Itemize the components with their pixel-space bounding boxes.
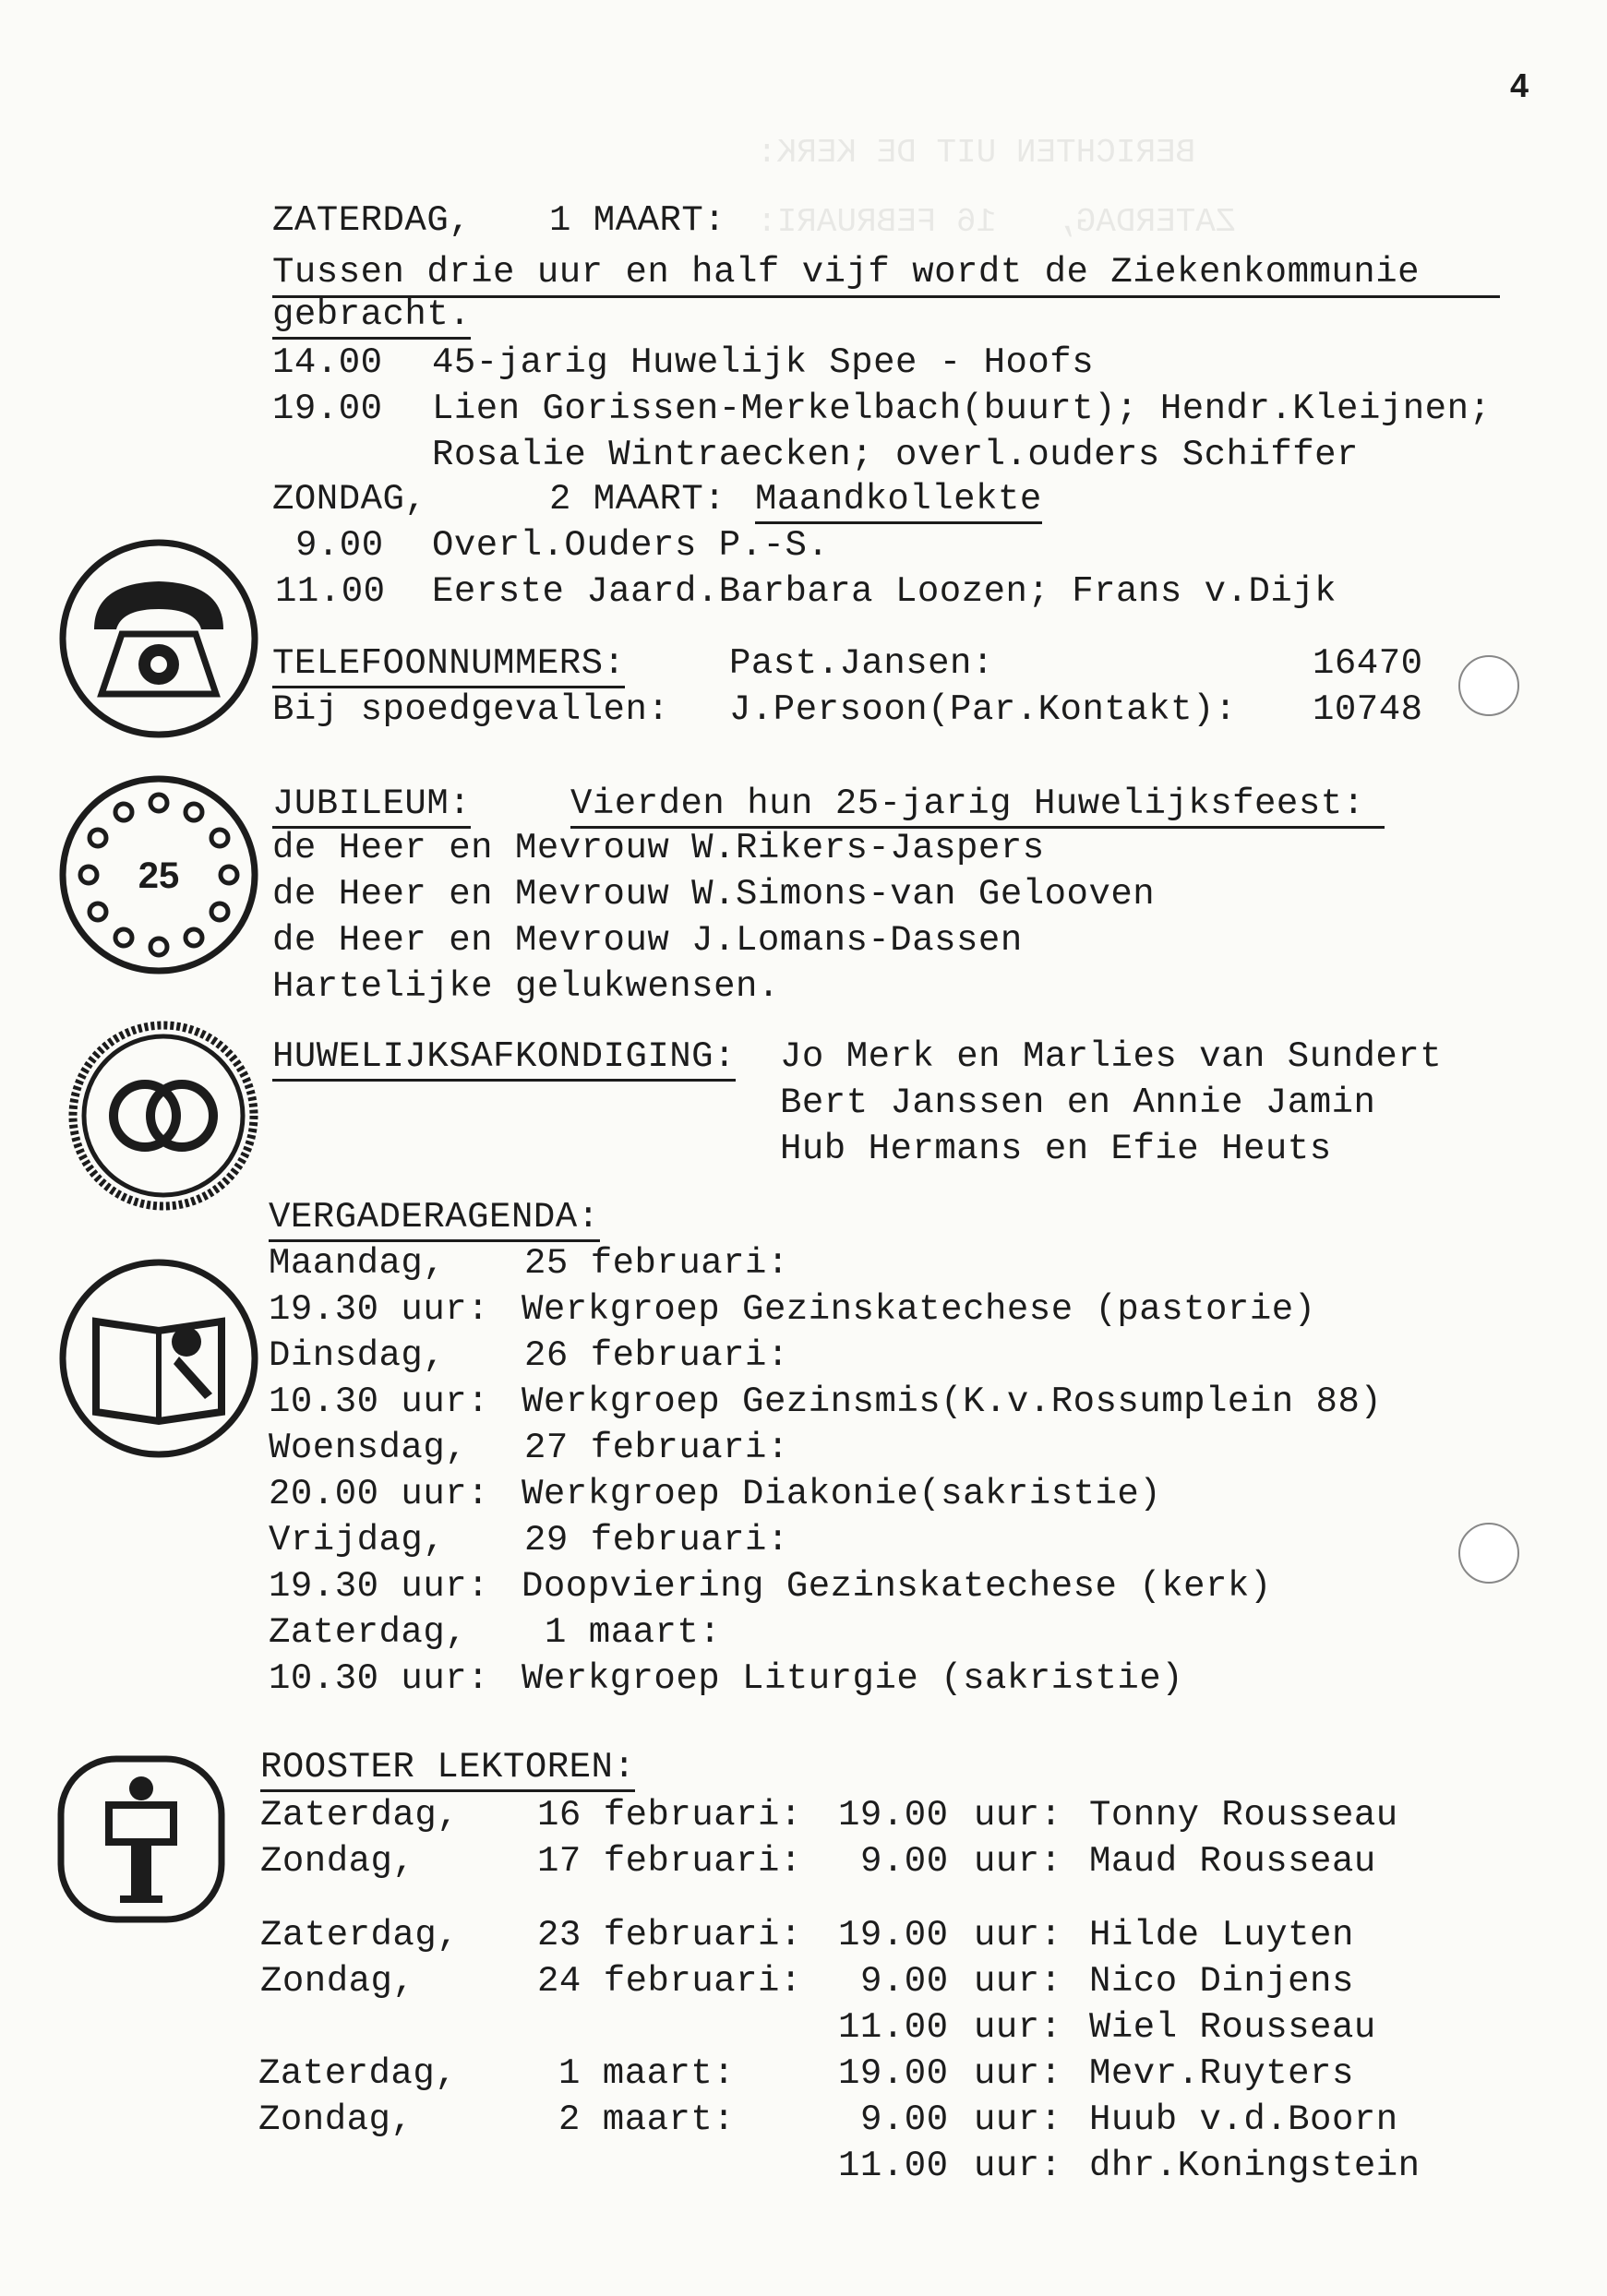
zondag-heading-day: ZONDAG, xyxy=(272,479,427,520)
wedding-rings-icon xyxy=(66,1019,260,1213)
telefoon-prefix-2: Bij spoedgevallen: xyxy=(272,689,670,730)
meeting-date: 1 maart: xyxy=(545,1612,722,1653)
rooster-date: 16 februari: xyxy=(537,1795,802,1836)
rooster-unit: uur: xyxy=(974,1795,1062,1836)
meeting-text: Werkgroep Gezinskatechese (pastorie) xyxy=(522,1289,1316,1330)
rooster-name: Huub v.d.Boorn xyxy=(1089,2099,1398,2140)
rooster-day: Zondag, xyxy=(258,2099,414,2140)
rooster-day: Zaterdag, xyxy=(260,1795,460,1836)
meeting-text: Werkgroep Liturgie (sakristie) xyxy=(522,1658,1184,1699)
meeting-day: Woensdag, xyxy=(269,1428,468,1468)
rooster-unit: uur: xyxy=(974,2007,1062,2048)
page-number: 4 xyxy=(1510,66,1529,104)
rooster-time: 9.00 xyxy=(860,1841,949,1882)
rooster-unit: uur: xyxy=(974,1961,1062,2002)
entry-time: 19.00 xyxy=(272,389,383,429)
rooster-day: Zondag, xyxy=(260,1841,415,1882)
lectern-icon xyxy=(54,1752,229,1927)
telefoon-label-1: Past.Jansen: xyxy=(729,643,994,684)
zaterdag-heading-day: ZATERDAG, xyxy=(272,200,472,241)
bleed-through: ZATERDAG, 16 FEBRUARI: xyxy=(757,203,1236,241)
meeting-day: Vrijdag, xyxy=(269,1520,446,1561)
entry-text: Overl.Ouders P.-S. xyxy=(432,525,830,566)
punch-hole xyxy=(1458,1523,1519,1584)
telefoon-number-1: 16470 xyxy=(1313,643,1423,684)
meeting-time: 20.00 uur: xyxy=(269,1474,490,1514)
rooster-time: 19.00 xyxy=(838,2053,949,2094)
entry-text: 45-jarig Huwelijk Spee - Hoofs xyxy=(432,342,1095,383)
rooster-time: 19.00 xyxy=(838,1795,949,1836)
meeting-day: Zaterdag, xyxy=(269,1612,468,1653)
jubileum-closing: Hartelijke gelukwensen. xyxy=(272,966,780,1007)
huwelijk-heading: HUWELIJKSAFKONDIGING: xyxy=(272,1035,736,1082)
meeting-date: 27 februari: xyxy=(524,1428,789,1468)
huwelijk-couple: Jo Merk en Marlies van Sundert xyxy=(780,1036,1443,1077)
meeting-text: Doopviering Gezinskatechese (kerk) xyxy=(522,1566,1272,1607)
meeting-text: Werkgroep Gezinsmis(K.v.Rossumplein 88) xyxy=(522,1381,1383,1422)
rooster-unit: uur: xyxy=(974,1841,1062,1882)
entry-time: 14.00 xyxy=(272,342,383,383)
meeting-time: 10.30 uur: xyxy=(269,1658,490,1699)
entry-time: 11.00 xyxy=(275,571,386,612)
rooster-name: Mevr.Ruyters xyxy=(1089,2053,1354,2094)
rooster-name: Wiel Rousseau xyxy=(1089,2007,1376,2048)
punch-hole xyxy=(1458,655,1519,716)
jubileum-subheading: Vierden hun 25-jarig Huwelijksfeest: xyxy=(570,783,1365,824)
huwelijk-couple: Bert Janssen en Annie Jamin xyxy=(780,1082,1376,1123)
entry-text: Eerste Jaard.Barbara Loozen; Frans v.Dijk xyxy=(432,571,1337,612)
rooster-unit: uur: xyxy=(974,1915,1062,1955)
meeting-time: 10.30 uur: xyxy=(269,1381,490,1422)
meeting-text: Werkgroep Diakonie(sakristie) xyxy=(522,1474,1162,1514)
rooster-time: 11.00 xyxy=(838,2146,949,2186)
jubileum-heading: JUBILEUM: xyxy=(272,783,471,829)
rooster-date: 17 februari: xyxy=(537,1841,802,1882)
rooster-date: 2 maart: xyxy=(558,2099,736,2140)
maandkollekte: Maandkollekte xyxy=(755,478,1042,524)
bleed-through: BERICHTEN UIT DE KERK: xyxy=(757,134,1196,172)
telefoon-number-2: 10748 xyxy=(1313,689,1423,730)
rooster-name: Nico Dinjens xyxy=(1089,1961,1354,2002)
rooster-name: Tonny Rousseau xyxy=(1089,1795,1398,1836)
jubileum-couple: de Heer en Mevrouw J.Lomans-Dassen xyxy=(272,920,1023,961)
meeting-time: 19.30 uur: xyxy=(269,1289,490,1330)
rooster-name: Hilde Luyten xyxy=(1089,1915,1354,1955)
book-icon xyxy=(57,1257,260,1460)
rooster-name: dhr.Koningstein xyxy=(1089,2146,1421,2186)
meeting-time: 19.30 uur: xyxy=(269,1566,490,1607)
jubilee-25-label: 25 xyxy=(138,855,180,896)
entry-text: Rosalie Wintraecken; overl.ouders Schiffer xyxy=(432,435,1359,475)
telefoon-heading: TELEFOONNUMMERS: xyxy=(272,642,625,688)
rooster-unit: uur: xyxy=(974,2146,1062,2186)
zondag-heading-date: 2 MAART: xyxy=(549,479,726,520)
jubilee-25-icon xyxy=(57,773,260,976)
entry-time: 9.00 xyxy=(295,525,384,566)
vergadering-heading: VERGADERAGENDA: xyxy=(269,1196,600,1242)
telefoon-label-2: J.Persoon(Par.Kontakt): xyxy=(729,689,1237,730)
huwelijk-couple: Hub Hermans en Efie Heuts xyxy=(780,1129,1332,1169)
rooster-day: Zondag, xyxy=(260,1961,415,2002)
rooster-date: 23 februari: xyxy=(537,1915,802,1955)
rooster-heading: ROOSTER LEKTOREN: xyxy=(260,1746,635,1792)
rooster-unit: uur: xyxy=(974,2053,1062,2094)
meeting-day: Maandag, xyxy=(269,1243,446,1284)
rooster-unit: uur: xyxy=(974,2099,1062,2140)
jubileum-couple: de Heer en Mevrouw W.Simons-van Gelooven xyxy=(272,874,1156,915)
rooster-time: 9.00 xyxy=(860,2099,949,2140)
rooster-time: 11.00 xyxy=(838,2007,949,2048)
meeting-day: Dinsdag, xyxy=(269,1335,446,1376)
meeting-date: 25 februari: xyxy=(524,1243,789,1284)
rooster-day: Zaterdag, xyxy=(258,2053,458,2094)
rooster-date: 1 maart: xyxy=(558,2053,736,2094)
rooster-time: 19.00 xyxy=(838,1915,949,1955)
rooster-time: 9.00 xyxy=(860,1961,949,2002)
rooster-day: Zaterdag, xyxy=(260,1915,460,1955)
entry-text: Lien Gorissen-Merkelbach(buurt); Hendr.Kleijnen; xyxy=(432,389,1492,429)
rooster-name: Maud Rousseau xyxy=(1089,1841,1376,1882)
rooster-date: 24 februari: xyxy=(537,1961,802,2002)
telephone-icon xyxy=(57,537,260,740)
meeting-date: 29 februari: xyxy=(524,1520,789,1561)
meeting-date: 26 februari: xyxy=(524,1335,789,1376)
jubileum-couple: de Heer en Mevrouw W.Rikers-Jaspers xyxy=(272,828,1045,868)
ziekenkommunie-notice-1: Tussen drie uur en half vijf wordt de Ziekenkommunie xyxy=(272,252,1420,293)
zaterdag-heading-date: 1 MAART: xyxy=(549,200,726,241)
ziekenkommunie-notice-2: gebracht. xyxy=(272,293,471,340)
